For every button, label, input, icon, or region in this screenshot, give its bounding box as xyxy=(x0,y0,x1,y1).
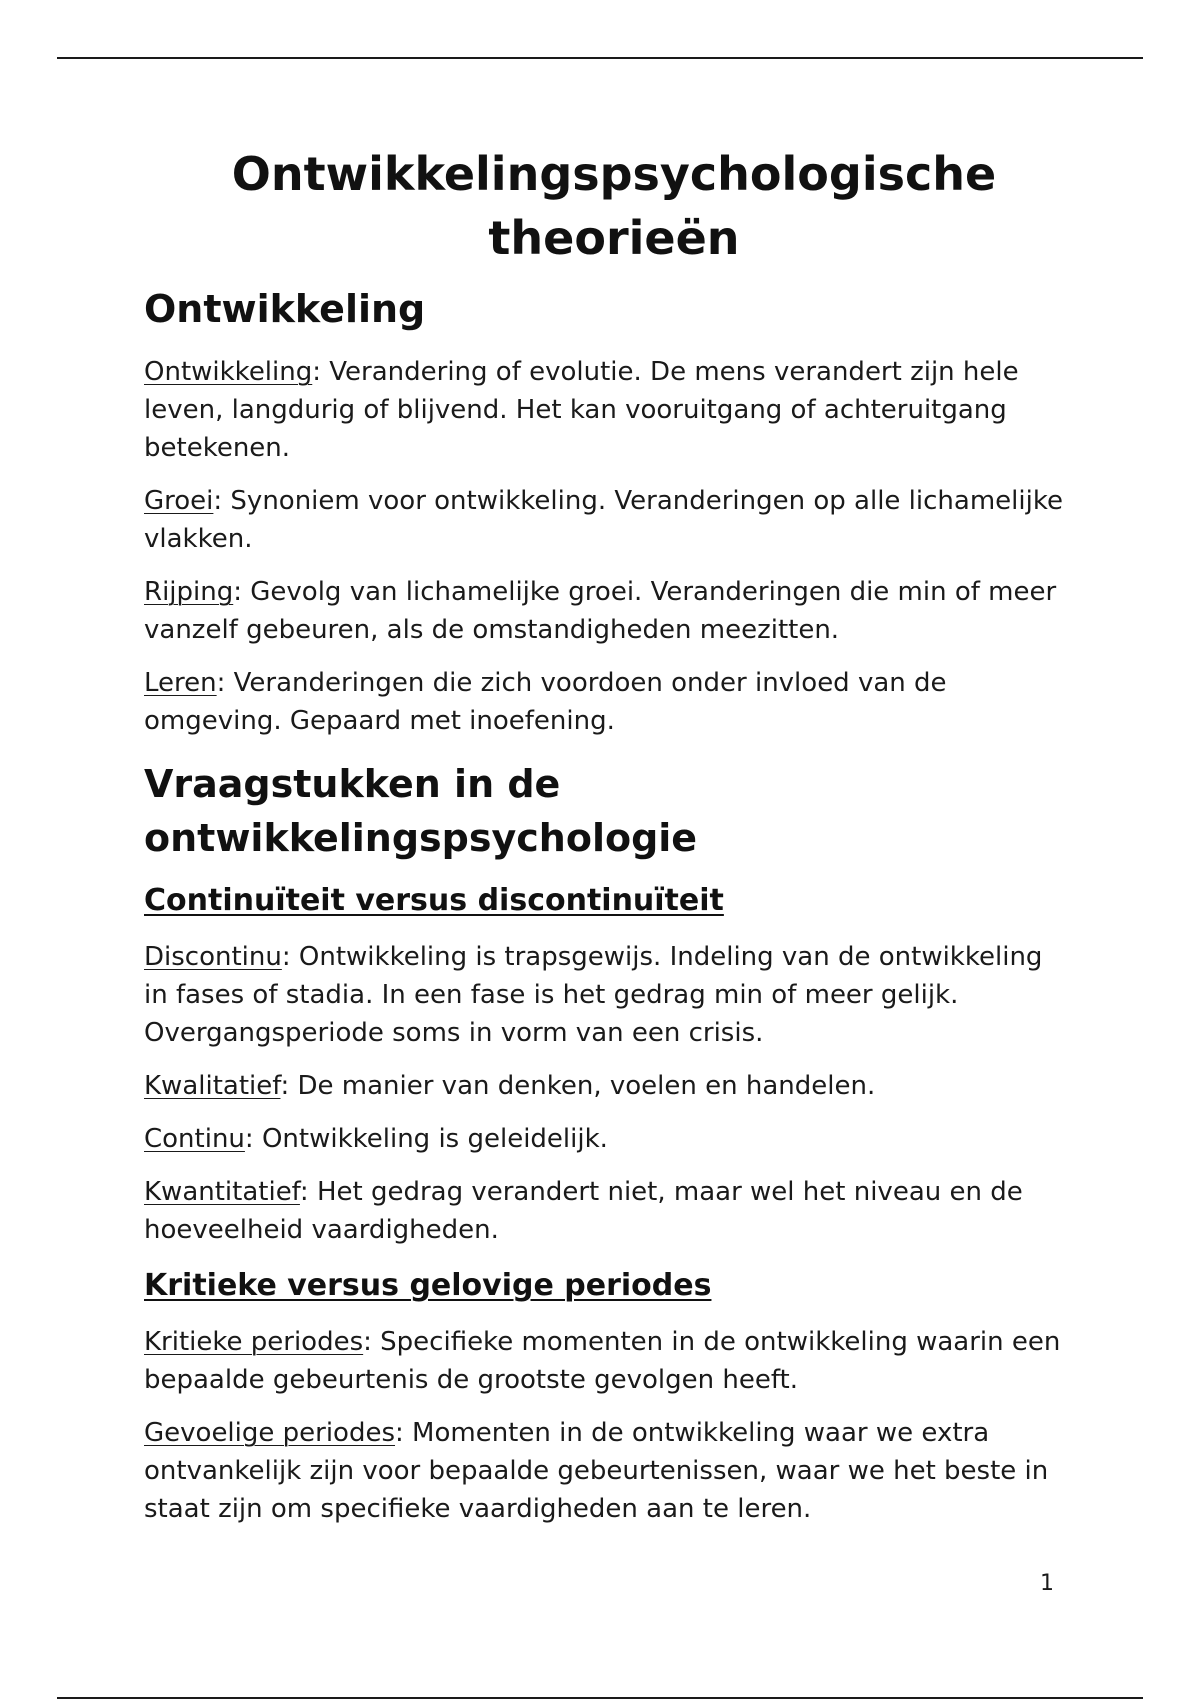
definition-text: : Ontwikkeling is geleidelijk. xyxy=(244,1124,608,1154)
document-title-line-1: Ontwikkelingspsychologische xyxy=(231,147,997,201)
document-title-line-2: theorieën xyxy=(488,211,740,265)
section-heading-vraagstukken xyxy=(144,757,1064,865)
definition-kwalitatief xyxy=(144,1067,1064,1105)
definition-text: : Momenten in de ontwikkeling waar we extra ontvankelijk zijn voor bepaalde gebeurtenissen, waar we het beste in staat zijn om specifieke vaardigheden aan te leren. xyxy=(144,1418,1049,1524)
definition-text: : Verandering of evolutie. De mens verandert zijn hele leven, langdurig of blijvend. Het kan vooruitgang of achteruitgang betekenen. xyxy=(144,357,1019,463)
subsection-heading-continuiteit: Continuïteit versus discontinuïteit xyxy=(144,883,724,918)
header-rule xyxy=(57,57,1143,59)
definition-term: Groei xyxy=(144,486,214,516)
page-content xyxy=(144,142,1064,1528)
definition-ontwikkeling xyxy=(144,353,1064,467)
definition-term: Gevoelige periodes xyxy=(144,1418,396,1448)
definition-term: Ontwikkeling xyxy=(144,357,313,387)
definition-text: : Gevolg van lichamelijke groei. Veranderingen die min of meer vanzelf gebeuren, als de omstandigheden meezitten. xyxy=(144,577,1057,645)
definition-text: : Specifieke momenten in de ontwikkeling waarin een bepaalde gebeurtenis de grootste gevolgen heeft. xyxy=(144,1327,1061,1395)
definition-text: : Ontwikkeling is trapsgewijs. Indeling van de ontwikkeling in fases of stadia. In een fase is het gedrag min of meer gelijk. Overgangsperiode soms in vorm van een crisis. xyxy=(144,942,1043,1048)
definition-rijping xyxy=(144,573,1064,649)
definition-text: : De manier van denken, voelen en handelen. xyxy=(280,1071,876,1101)
section-heading-line-1: Vraagstukken in de xyxy=(144,762,561,806)
footer-rule xyxy=(57,1697,1143,1699)
definition-term: Kwalitatief xyxy=(144,1071,281,1101)
definition-term: Leren xyxy=(144,668,217,698)
definition-groei xyxy=(144,482,1064,558)
definition-term: Kwantitatief xyxy=(144,1177,300,1207)
definition-term: Continu xyxy=(144,1124,245,1154)
subsection-heading-kritieke: Kritieke versus gelovige periodes xyxy=(144,1268,712,1303)
definition-text: : Synoniem voor ontwikkeling. Veranderingen op alle lichamelijke vlakken. xyxy=(144,486,1063,554)
definition-leren xyxy=(144,664,1064,740)
section-heading-line-2: ontwikkelingspsychologie xyxy=(144,816,698,860)
definition-continu xyxy=(144,1120,1064,1158)
definition-term: Rijping xyxy=(144,577,234,607)
page-number: 1 xyxy=(1040,1571,1054,1596)
definition-term: Discontinu xyxy=(144,942,282,972)
definition-gevoelige-periodes xyxy=(144,1414,1064,1528)
definition-discontinu xyxy=(144,938,1064,1052)
definition-kritieke-periodes xyxy=(144,1323,1064,1399)
document-title xyxy=(144,142,1064,270)
definition-kwantitatief xyxy=(144,1173,1064,1249)
definition-text: : Veranderingen die zich voordoen onder invloed van de omgeving. Gepaard met inoefening. xyxy=(144,668,947,736)
definition-text: : Het gedrag verandert niet, maar wel het niveau en de hoeveelheid vaardigheden. xyxy=(144,1177,1023,1245)
section-heading-ontwikkeling: Ontwikkeling xyxy=(144,287,426,331)
definition-term: Kritieke periodes xyxy=(144,1327,364,1357)
